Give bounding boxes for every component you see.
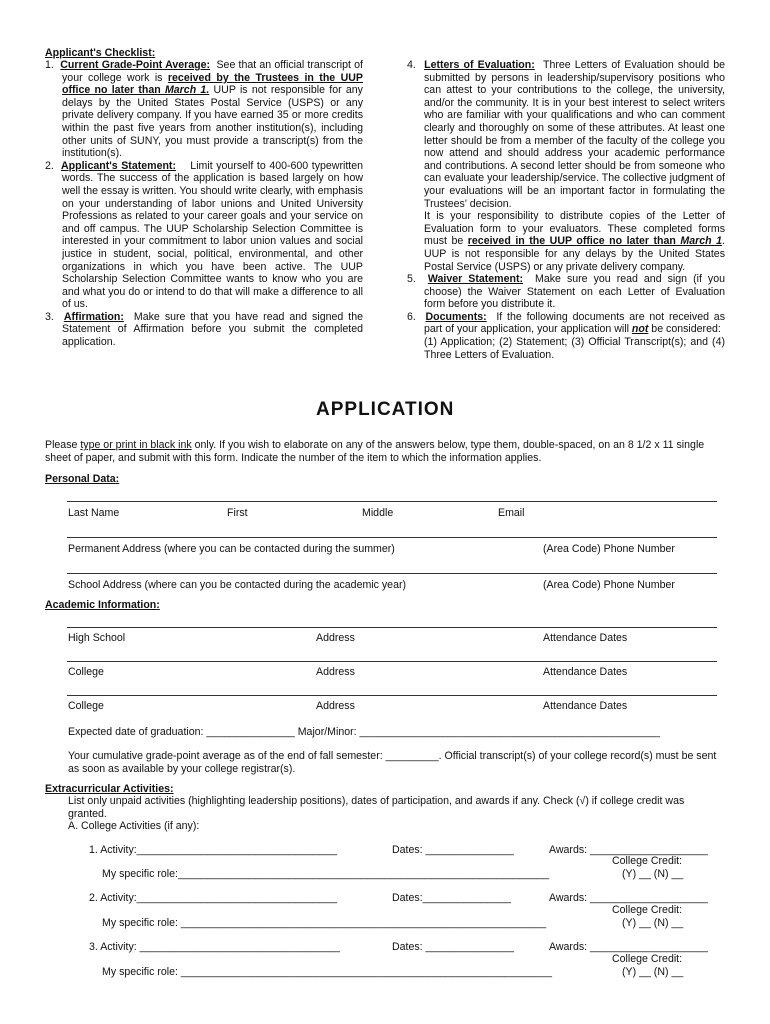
activity-2-awards-field[interactable]: Awards: ____________________ [549, 892, 708, 904]
name-line[interactable] [67, 501, 717, 502]
activity-1-field[interactable]: 1. Activity:__________________________________ [89, 844, 338, 856]
activity-1-credit-check[interactable]: (Y) __ (N) __ [622, 868, 684, 880]
activity-1-dates-field[interactable]: Dates: _______________ [392, 844, 514, 856]
extracurricular-heading: Extracurricular Activities: [45, 783, 174, 795]
activity-3-credit-label: College Credit: [612, 953, 683, 965]
college-2-dates-label: Attendance Dates [543, 700, 628, 712]
application-intro: Please type or print in black ink only. If you wish to elaborate on any of the answers below, type them, double-spaced, on an 8 1/2 x 11 single sheet of paper, and submit with this form. Indicate the number of the item to which the information applies. [45, 439, 705, 464]
activity-1-role-field[interactable]: My specific role:_______________________________________________________________ [102, 868, 550, 880]
activity-3-field[interactable]: 3. Activity: __________________________________ [89, 941, 340, 953]
college-1-address-label: Address [316, 666, 355, 678]
high-school-line[interactable] [67, 627, 717, 628]
last-name-label: Last Name [68, 507, 120, 519]
first-name-label: First [227, 507, 248, 519]
college-1-label: College [68, 666, 104, 678]
summer-phone-label: (Area Code) Phone Number [543, 543, 675, 555]
high-school-address-label: Address [316, 632, 355, 644]
middle-name-label: Middle [362, 507, 394, 519]
school-phone-label: (Area Code) Phone Number [543, 579, 675, 591]
graduation-major-field[interactable]: Expected date of graduation: _______________ Major/Minor: ___________________________________________________ [68, 726, 661, 738]
application-title: APPLICATION [316, 399, 455, 420]
checklist-right-column [407, 59, 725, 361]
permanent-address-label: Permanent Address (where you can be contacted during the summer) [68, 543, 395, 555]
college-1-dates-label: Attendance Dates [543, 666, 628, 678]
checklist-item-3: 3. Affirmation: Make sure that you have read and signed the Statement of Affirmation before you submit the completed application. [45, 310, 364, 349]
activity-3-awards-field[interactable]: Awards: ____________________ [549, 941, 708, 953]
activity-1-awards-field[interactable]: Awards: ____________________ [549, 844, 708, 856]
checklist-item-4: 4. Letters of Evaluation: Three Letters of Evaluation should be submitted by persons in leadership/supervisory positions who can attest to your contributions to the college, the university, and/or the community. It is in your best interest to select writers who are familiar with your qualifications and who can comment clearly and thoroughly on some of these attributes. At least one letter should be from a member of the faculty of the college you now attend and should address your academic performance and contributions. A second letter should be from someone who can evaluate your leadership/service. The collective judgment of your evaluations will be an important factor in formulating the Trustees' decision. It is your responsibility to distribute copies of the Letter of Evaluation form to your evaluators. These completed forms must be received in the UUP office no later than March 1. UUP is not responsible for any delays by the United States Postal Service (USPS) or any private delivery company. [407, 59, 725, 273]
activity-2-field[interactable]: 2. Activity:__________________________________ [89, 892, 338, 904]
activity-2-credit-check[interactable]: (Y) __ (N) __ [622, 917, 684, 929]
college-2-address-label: Address [316, 700, 355, 712]
activity-1-credit-label: College Credit: [612, 855, 683, 867]
extracurricular-intro: List only unpaid activities (highlighting leadership positions), dates of participation, and awards if any. Check (√) if college credit was granted. [68, 795, 685, 820]
checklist-heading: Applicant's Checklist: [45, 47, 156, 59]
checklist-left-column [45, 59, 363, 349]
permanent-address-line[interactable] [67, 537, 717, 538]
personal-data-heading: Personal Data: [45, 473, 120, 485]
college-2-line[interactable] [67, 695, 717, 696]
high-school-dates-label: Attendance Dates [543, 632, 628, 644]
gpa-statement[interactable]: Your cumulative grade-point average as of the end of fall semester: _________. Official transcript(s) of your college record(s) must be sent as soon as available by your college registrar(s). [68, 750, 717, 775]
activity-3-credit-check[interactable]: (Y) __ (N) __ [622, 966, 684, 978]
activity-2-dates-field[interactable]: Dates:_______________ [392, 892, 511, 904]
email-label: Email [498, 507, 525, 519]
checklist-item-5: 5. Waiver Statement: Make sure you read and sign (if you choose) the Waiver Statement on each Letter of Evaluation form before you distribute it. [407, 273, 725, 311]
checklist-item-1: 1. Current Grade-Point Average: See that an official transcript of your college work is received by the Trustees in the UUP office no later than March 1. UUP is not responsible for any delays by the United States Postal Service (USPS) or any private delivery company. If you have earned 35 or more credits within the past five years from another institution(s), including other units of SUNY, you must provide a transcript(s) from the institution(s). [45, 59, 364, 160]
activity-3-role-field[interactable]: My specific role: _______________________________________________________________ [102, 966, 553, 978]
school-address-line[interactable] [67, 573, 717, 574]
activity-2-role-field[interactable]: My specific role: ______________________________________________________________ [102, 917, 547, 929]
activity-2-credit-label: College Credit: [612, 904, 683, 916]
checklist-item-2: 2. Applicant's Statement: Limit yourself to 400-600 typewritten words. The success of the application is based largely on how well the essay is written. You should write clearly, with emphasis on your understanding of labor unions and United University Professions as related to your career goals and your service on and off campus. The UUP Scholarship Selection Committee is interested in your commitment to labor union values and social justice in student, social, political, environmental, and other organizations in which you have been active. The UUP Scholarship Selection Committee wants to know who you are and what you do or intend to do that will make a difference to all of us. [45, 159, 363, 311]
college-2-label: College [68, 700, 104, 712]
college-1-line[interactable] [67, 661, 717, 662]
school-address-label: School Address (where can you be contacted during the academic year) [68, 579, 407, 591]
academic-info-heading: Academic Information: [45, 599, 160, 611]
activity-3-dates-field[interactable]: Dates: _______________ [392, 941, 514, 953]
college-activities-label: A. College Activities (if any): [68, 820, 200, 832]
high-school-label: High School [68, 632, 126, 644]
checklist-item-6: 6. Documents: If the following documents are not received as part of your application, your application will not be considered: (1) Application; (2) Statement; (3) Official Transcript(s); and (4) Three Letters of Evaluation. [407, 310, 725, 361]
